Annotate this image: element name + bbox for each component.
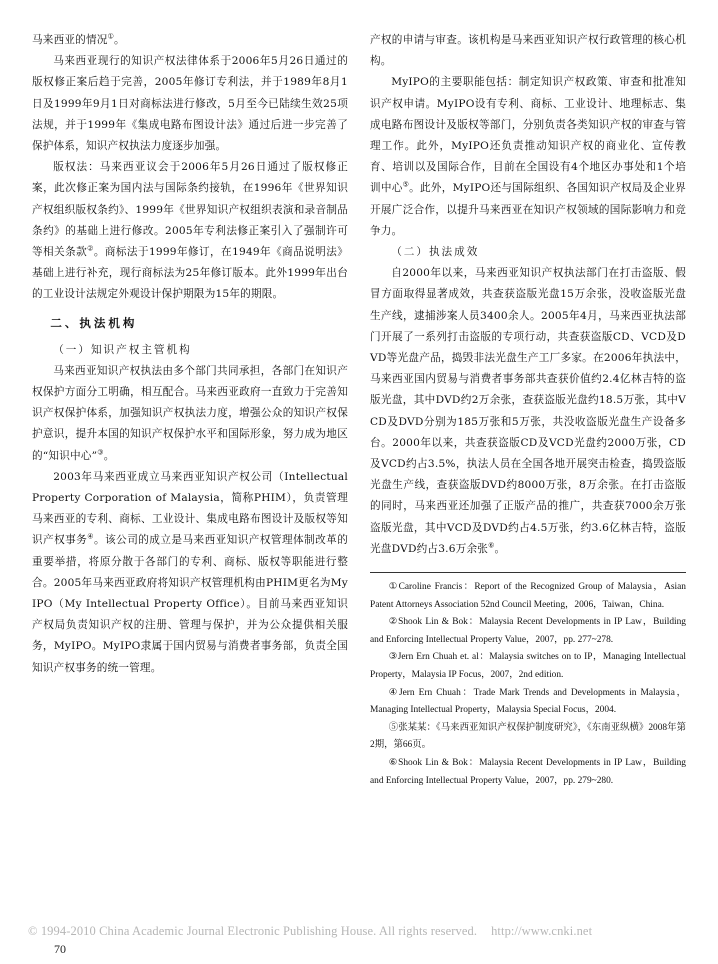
- footnote-3: ③Jern Ern Chuah et. al：Malaysia switches on to IP，Managing Intellectual Property，Malaysia IP Focus，2007，2nd edition.: [370, 652, 686, 681]
- enforcement-paragraph: 马来西亚知识产权执法由多个部门共同承担，各部门在知识产权保护方面分工明确，相互配合。马来西亚政府一直致力于完善知识产权保护体系，加强知识产权执法力度，增强公众的知识产权保护意识，提升本国的知识产权保护水平和国际形象，努力成为地区的“知识中心”③。: [32, 364, 348, 462]
- myipo-paragraph: MyIPO的主要职能包括：制定知识产权政策、审查和批准知识产权申请。MyIPO设有专利、商标、工业设计、地理标志、集成电路布图设计及版权等部门，分别负责各类知识产权的审查与管理工作。此外，MyIPO还负责推动知识产权的商业化、宣传教育、培训以及国际合作，目前在全国设有4个地区办事处和1个培训中心⑤。此外，MyIPO还与国际组织、各国知识产权局及企业界开展广泛合作，以提升马来西亚在知识产权领域的国际影响力和竞争力。: [370, 76, 686, 237]
- footnote-ref-2[interactable]: ②: [87, 244, 94, 253]
- continuation-paragraph: 产权的申请与审查。该机构是马来西亚知识产权行政管理的核心机构。: [370, 34, 686, 68]
- footnote-1: ①Caroline Francis：Report of the Recognized Group of Malaysia，Asian Patent Attorneys Association 52nd Council Meeting，2006，Taiwan，China.: [370, 582, 686, 610]
- intro-paragraph: 马来西亚的情况①。: [32, 32, 125, 46]
- phim-paragraph: 2003年马来西亚成立马来西亚知识产权公司（Intellectual Property Corporation of Malaysia，简称PHIM），负责管理马来西亚的专利、商标、工业设计、集成电路布图设计及版权等知识产权事务④。该公司的成立是马来西亚知识产权管理体制改革的重要举措，将原分散于各部门的专利、商标、版权等职能进行整合。2005年马来西亚政府将知识产权管理机构由PHIM更名为MyIPO（My Intellectual Property Office）。目前马来西亚知识产权局负责知识产权的注册、管理与保护，并为公众提供相关服务，MyIPO。MyIPO隶属于国内贸易与消费者事务部，负责全国知识产权事务的统一管理。: [32, 470, 349, 674]
- legal-framework-paragraph: 马来西亚现行的知识产权法律体系于2006年5月26日通过的版权修正案后趋于完善，2005年修订专利法，并于1989年8月1日及1999年9月1日对商标法进行修改，5月至今已陆续生效25项法规，并于1999年《集成电路布图设计法》通过后进一步完善了保护体系，知识产权执法力度逐步加强。: [32, 55, 348, 153]
- footnote-ref-4[interactable]: ④: [87, 532, 95, 541]
- copyright-watermark: © 1994-2010 China Academic Journal Electronic Publishing House. All rights reserved. http://www.cnki.net: [28, 924, 593, 938]
- subsection-heading-results: （二）执法成效: [391, 246, 480, 259]
- footnote-divider: [370, 572, 686, 573]
- footnote-2: ②Shook Lin & Bok：Malaysia Recent Developments in IP Law，Building and Enforcing Intellectual Property Value，2007，pp. 277~278.: [370, 617, 686, 645]
- enforcement-results-paragraph: 自2000年以来，马来西亚知识产权执法部门在打击盗版、假冒方面取得显著成效，共查获盗版光盘15万余张，没收盗版光盘生产线，逮捕涉案人员3400余人。2005年4月，马来西亚执法部门开展了一系列打击盗版的专项行动，共查获盗版CD、VCD及DVD等光盘产品，捣毁非法光盘生产工厂多家。在2006年执法中，马来西亚国内贸易与消费者事务部共查获价值约2.4亿林吉特的盗版光盘，其中DVD约2万余张，查获盗版光盘约18.5万张，其中VCD及DVD分别为185万张和5万张，共没收盗版光盘生产设备多台。2000年以来，共查获盗版CD及VCD光盘约2000万张，CD及VCD约占3.5%，执法人员在全国各地开展突击检查，捣毁盗版光盘生产线，查获盗版DVD约8000万张，8万余张。在打击盗版的同时，马来西亚还加强了正版产品的推广，共查获7000余万张盗版光盘，其中VCD及DVD约占4.5万张，约3.6亿林吉特，盗版光盘DVD约占3.6万余张⑥。: [370, 267, 686, 555]
- footnote-4: ④Jern Ern Chuah：Trade Mark Trends and Developments in Malaysia，Managing Intellectual Property，Malaysia Special Focus，2004.: [370, 687, 686, 716]
- right-column: [370, 30, 686, 790]
- footnotes: [370, 579, 686, 790]
- footnote-ref-3[interactable]: ③: [97, 448, 104, 457]
- footnote-ref-6[interactable]: ⑥: [488, 541, 495, 550]
- left-column: [32, 30, 348, 679]
- subsection-heading-authority: （一）知识产权主管机构: [53, 343, 192, 356]
- copyright-law-paragraph: 版权法：马来西亚议会于2006年5月26日通过了版权修正案，此次修正案为国内法与国际条约接轨，在1996年《世界知识产权组织版权条约》、1999年《世界知识产权组织表演和录音制品条约》的基础上进行修改。2005年专利法修正案引入了强制许可等相关条款②。商标法于1999年修订，在1949年《商品说明法》基础上进行补充，现行商标法为25年修订版本。此外1999年出台的工业设计法规定外观设计保护期限为15年的期限。: [32, 161, 349, 301]
- section-heading: 二、执法机构: [50, 315, 138, 330]
- footnote-ref-1[interactable]: ①: [107, 32, 115, 41]
- footnote-6: ⑥Shook Lin & Bok：Malaysia Recent Developments in IP Law，Building and Enforcing Intellectual Property Value，2007，pp. 279~280.: [370, 758, 686, 786]
- footnote-ref-5[interactable]: ⑤: [402, 180, 410, 189]
- footnote-5: ⑤张某某：《马来西亚知识产权保护制度研究》，《东南亚纵横》2008年第2期，第66页。: [370, 722, 686, 751]
- cnki-link[interactable]: http://www.cnki.net: [491, 924, 593, 938]
- page-number: 70: [54, 942, 66, 956]
